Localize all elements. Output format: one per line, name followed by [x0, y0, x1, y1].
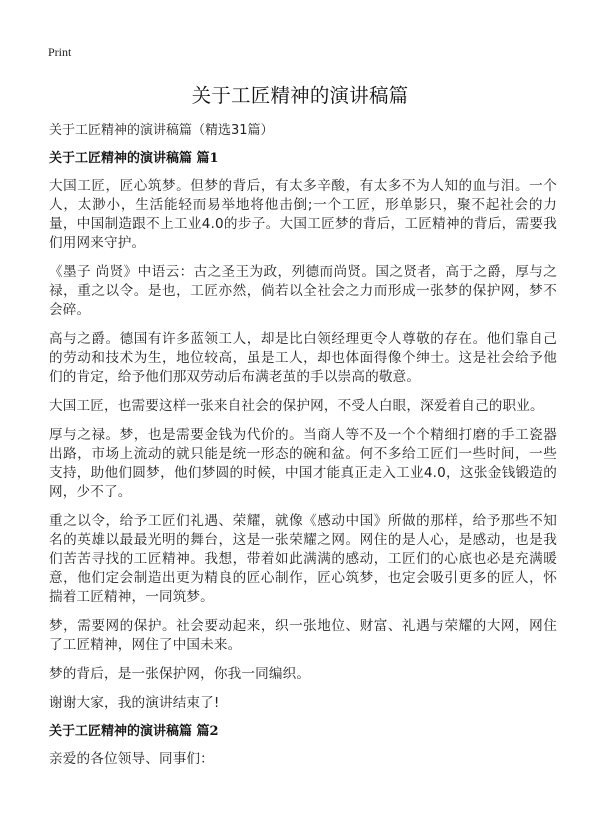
paragraph: 重之以令，给予工匠们礼遇、荣耀，就像《感动中国》所做的那样，给予那些不知名的英雄以最最光明的舞台，这是一张荣耀之网。网住的是人心，是感动，也是我们苦苦寻找的工匠精神。我想，带着如此满满的感动，工匠们的心底也必是充满暖意，他们定会制造出更为精良的匠心制作，匠心筑梦，也定会吸引更多的匠人，怀揣着工匠精神，一同筑梦。	[49, 513, 557, 605]
section-2	[49, 723, 557, 769]
document-body	[49, 122, 557, 779]
paragraph: 《墨子 尚贤》中语云：古之圣王为政，列德而尚贤。国之贤者，高于之爵，厚与之禄，重之以令。是也，工匠亦然，倘若以全社会之力而形成一张梦的保护网，梦不会碎。	[49, 264, 557, 318]
print-link[interactable]: Print	[48, 45, 72, 59]
paragraph: 大国工匠，匠心筑梦。但梦的背后，有太多辛酸，有太多不为人知的血与泪。一个人，太渺小，生活能轻而易举地将他击倒;一个工匠，形单影只，聚不起社会的力量，中国制造跟不上工业4.0的步子。大国工匠梦的背后，工匠精神的背后，需要我们用网来守护。	[49, 178, 557, 251]
paragraph: 大国工匠，也需要这样一张来自社会的保护网，不受人白眼，深爱着自己的职业。	[49, 398, 544, 414]
paragraph: 厚与之禄。梦，也是需要金钱为代价的。当商人等不及一个个精细打磨的手工瓷器出路，市场上流动的就只能是统一形态的碗和盆。何不多给工匠们一些时间，一些支持，助他们圆梦，他们梦圆的时候，中国才能真正走入工业4.0，这张金钱锻造的网，少不了。	[49, 427, 557, 500]
paragraph: 谢谢大家，我的演讲结束了!	[49, 695, 220, 711]
section-heading: 关于工匠精神的演讲稿篇 篇2	[49, 724, 219, 739]
section-heading: 关于工匠精神的演讲稿篇 篇1	[49, 151, 219, 166]
paragraph: 梦的背后，是一张保护网，你我一同编织。	[49, 666, 311, 682]
paragraph: 高与之爵。德国有许多蓝领工人，却是比白领经理更令人尊敬的存在。他们靠自己的劳动和技术为生，地位较高，虽是工人，却也体面得像个绅士。这是社会给予他们的肯定，给予他们那双劳动后布满老茧的手以崇高的敬意。	[49, 331, 557, 385]
document-subtitle: 关于工匠精神的演讲稿篇（精选31篇）	[49, 123, 274, 138]
paragraph: 梦，需要网的保护。社会要动起来，织一张地位、财富、礼遇与荣耀的大网，网住了工匠精神，网住了中国未来。	[49, 618, 557, 653]
paragraph: 亲爱的各位领导、同事们：	[49, 751, 214, 767]
document-title: 关于工匠精神的演讲稿篇	[191, 84, 409, 107]
section-1	[49, 150, 557, 713]
